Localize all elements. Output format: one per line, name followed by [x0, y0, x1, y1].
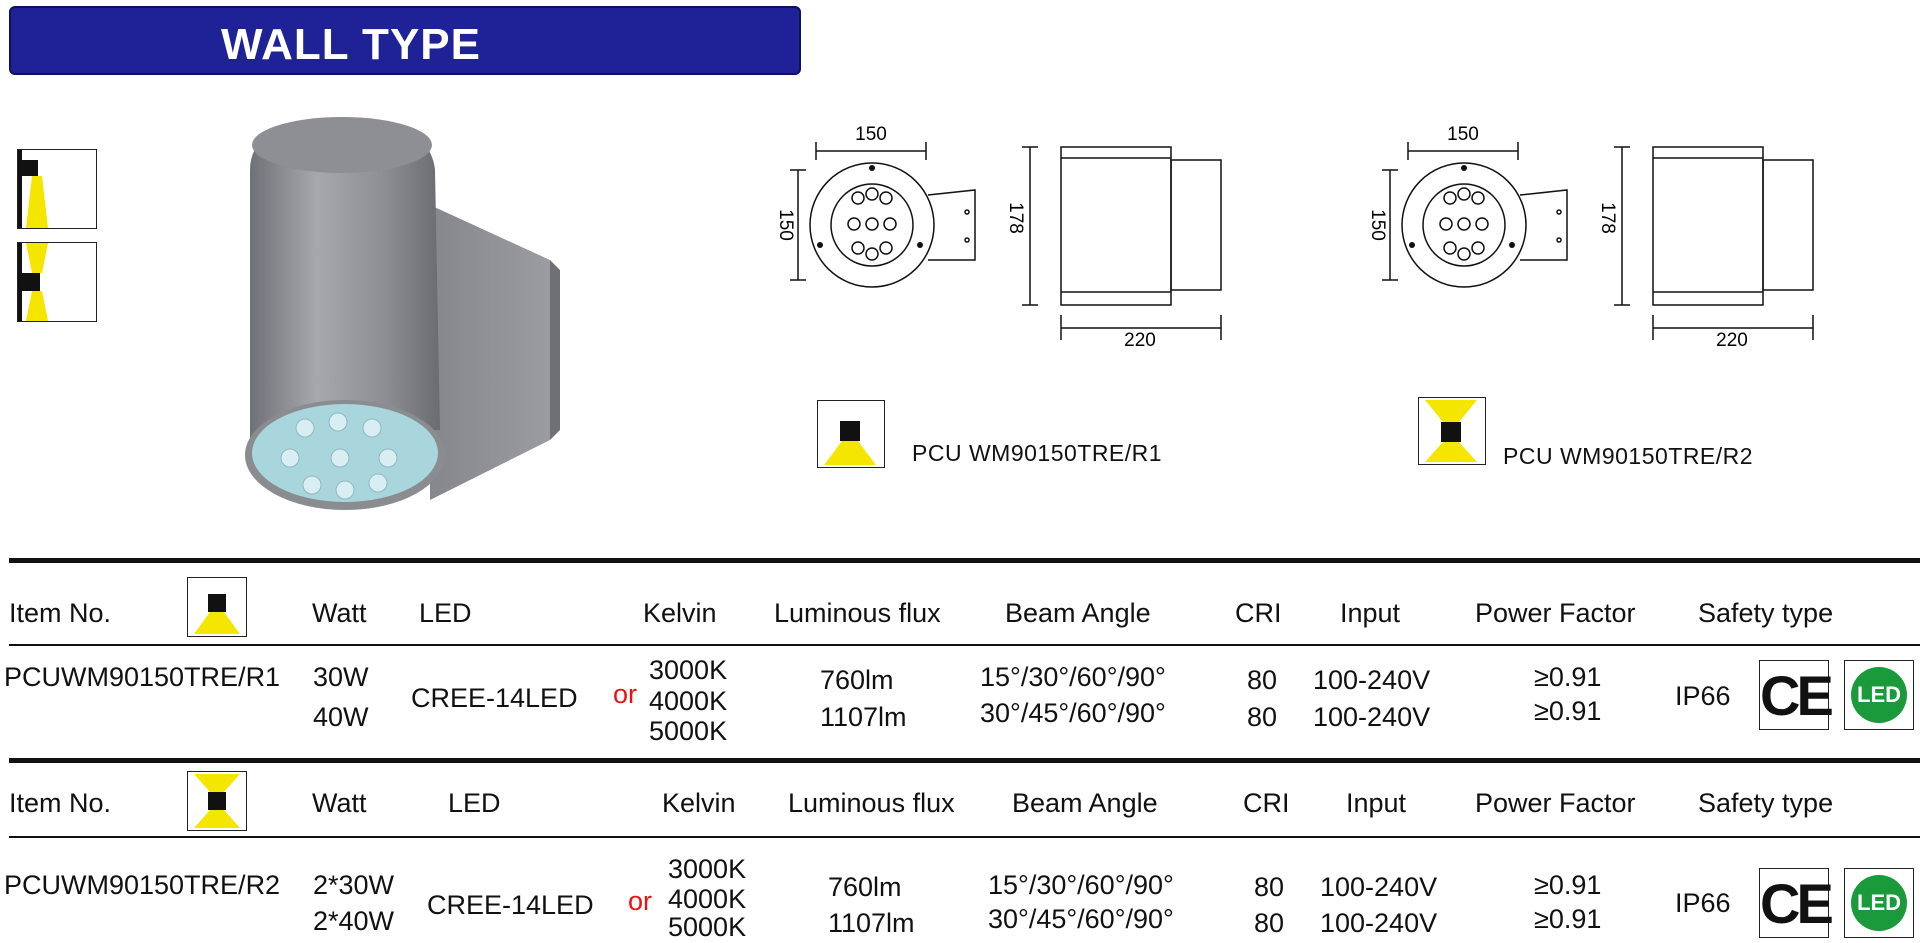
row-kelvin-1: 3000K — [668, 854, 747, 884]
ce-mark-text: CE — [1760, 872, 1830, 935]
led-badge-text: LED — [1851, 667, 1907, 723]
header-beam-angle: Beam Angle — [1012, 788, 1158, 818]
table1-top-rule — [9, 558, 1920, 563]
row-watt-1: 2*30W — [313, 870, 395, 900]
dim-height: 150 — [775, 209, 796, 241]
row-beam-1: 15°/30°/60°/90° — [988, 870, 1174, 900]
product-photo — [230, 110, 560, 510]
table2-top-rule — [9, 758, 1920, 763]
row-kelvin-2: 4000K — [668, 884, 747, 914]
row-led: CREE-14LED — [411, 683, 578, 713]
row-watt-2: 2*40W — [313, 906, 395, 936]
row-kelvin-1: 3000K — [649, 655, 728, 685]
row-ip-rating: IP66 — [1675, 888, 1731, 918]
beam-down-icon — [818, 401, 884, 467]
row-cri-1: 80 — [1247, 665, 1278, 695]
model-r1-label: PCU WM90150TRE/R1 — [912, 440, 1163, 466]
row-led: CREE-14LED — [427, 890, 594, 920]
row-pf-2: ≥0.91 — [1534, 904, 1602, 934]
row-beam-1: 15°/30°/60°/90° — [980, 662, 1166, 692]
beam-updown-icon — [18, 243, 96, 321]
title-banner — [9, 6, 801, 75]
header-watt: Watt — [312, 598, 367, 628]
technical-drawing-r2 — [1352, 120, 1832, 360]
ce-mark-text: CE — [1760, 664, 1830, 727]
ce-mark-icon — [1759, 868, 1829, 938]
header-watt: Watt — [312, 788, 367, 818]
header-power-factor: Power Factor — [1475, 788, 1636, 818]
header-item-no: Item No. — [9, 598, 112, 628]
dim-side: 178 — [1005, 202, 1026, 234]
model-r2-icon-box — [1418, 397, 1486, 465]
technical-drawing-r1 — [760, 120, 1240, 360]
header-cri: CRI — [1243, 788, 1290, 818]
row-flux-2: 1107lm — [820, 702, 907, 732]
header-beam-angle: Beam Angle — [1005, 598, 1151, 628]
row-flux-1: 760lm — [820, 665, 894, 695]
model-r1-icon-box — [817, 400, 885, 468]
dim-width: 150 — [855, 124, 887, 145]
table-row — [0, 650, 1920, 750]
dim-width: 150 — [1447, 124, 1479, 145]
row-pf-2: ≥0.91 — [1534, 696, 1602, 726]
row-beam-2: 30°/45°/60°/90° — [988, 904, 1174, 934]
header-power-factor: Power Factor — [1475, 598, 1636, 628]
header-safety-type: Safety type — [1698, 598, 1834, 628]
led-badge-icon — [1844, 660, 1914, 730]
table-row — [0, 842, 1920, 942]
header-cri: CRI — [1235, 598, 1282, 628]
header-input: Input — [1340, 598, 1401, 628]
row-cri-1: 80 — [1254, 872, 1285, 902]
row-kelvin-2: 4000K — [649, 686, 728, 716]
header-luminous-flux: Luminous flux — [788, 788, 955, 818]
row-cri-2: 80 — [1247, 702, 1278, 732]
header-kelvin: Kelvin — [662, 788, 736, 818]
row-kelvin-3: 5000K — [649, 716, 728, 746]
beam-updown-thumbnail — [17, 242, 97, 322]
beam-updown-icon — [1419, 398, 1485, 464]
header-item-no: Item No. — [9, 788, 112, 818]
row-flux-1: 760lm — [828, 872, 902, 902]
row-or: or — [613, 679, 638, 709]
table2-header-rule — [9, 836, 1920, 838]
dim-depth: 220 — [1716, 330, 1748, 351]
row-or: or — [628, 886, 653, 916]
row-ip-rating: IP66 — [1675, 681, 1731, 711]
row-pf-1: ≥0.91 — [1534, 870, 1602, 900]
row-input-1: 100-240V — [1313, 665, 1431, 695]
header-safety-type: Safety type — [1698, 788, 1834, 818]
dim-side: 178 — [1597, 202, 1618, 234]
dim-depth: 220 — [1124, 330, 1156, 351]
header-luminous-flux: Luminous flux — [774, 598, 941, 628]
row-flux-2: 1107lm — [828, 908, 915, 938]
header-input: Input — [1346, 788, 1407, 818]
row-watt-2: 40W — [313, 702, 369, 732]
row-kelvin-3: 5000K — [668, 912, 747, 942]
model-r2-label: PCU WM90150TRE/R2 — [1503, 443, 1754, 469]
row-item-no: PCUWM90150TRE/R2 — [4, 870, 281, 900]
row-input-1: 100-240V — [1320, 872, 1438, 902]
row-cri-2: 80 — [1254, 908, 1285, 938]
row-beam-2: 30°/45°/60°/90° — [980, 698, 1166, 728]
header-led: LED — [448, 788, 501, 818]
header-led: LED — [419, 598, 472, 628]
page-title: WALL TYPE — [221, 20, 481, 69]
led-badge-icon — [1844, 868, 1914, 938]
row-input-2: 100-240V — [1320, 908, 1438, 938]
led-badge-text: LED — [1851, 875, 1907, 931]
row-item-no: PCUWM90150TRE/R1 — [4, 662, 281, 692]
beam-down-thumbnail — [17, 149, 97, 229]
table1-header — [0, 598, 1920, 632]
ce-mark-icon — [1759, 660, 1829, 730]
table1-header-rule — [9, 644, 1920, 646]
table2-header — [0, 788, 1920, 822]
header-kelvin: Kelvin — [643, 598, 717, 628]
dim-height: 150 — [1367, 209, 1388, 241]
row-pf-1: ≥0.91 — [1534, 662, 1602, 692]
row-input-2: 100-240V — [1313, 702, 1431, 732]
row-watt-1: 30W — [313, 662, 369, 692]
beam-down-icon — [18, 150, 96, 228]
